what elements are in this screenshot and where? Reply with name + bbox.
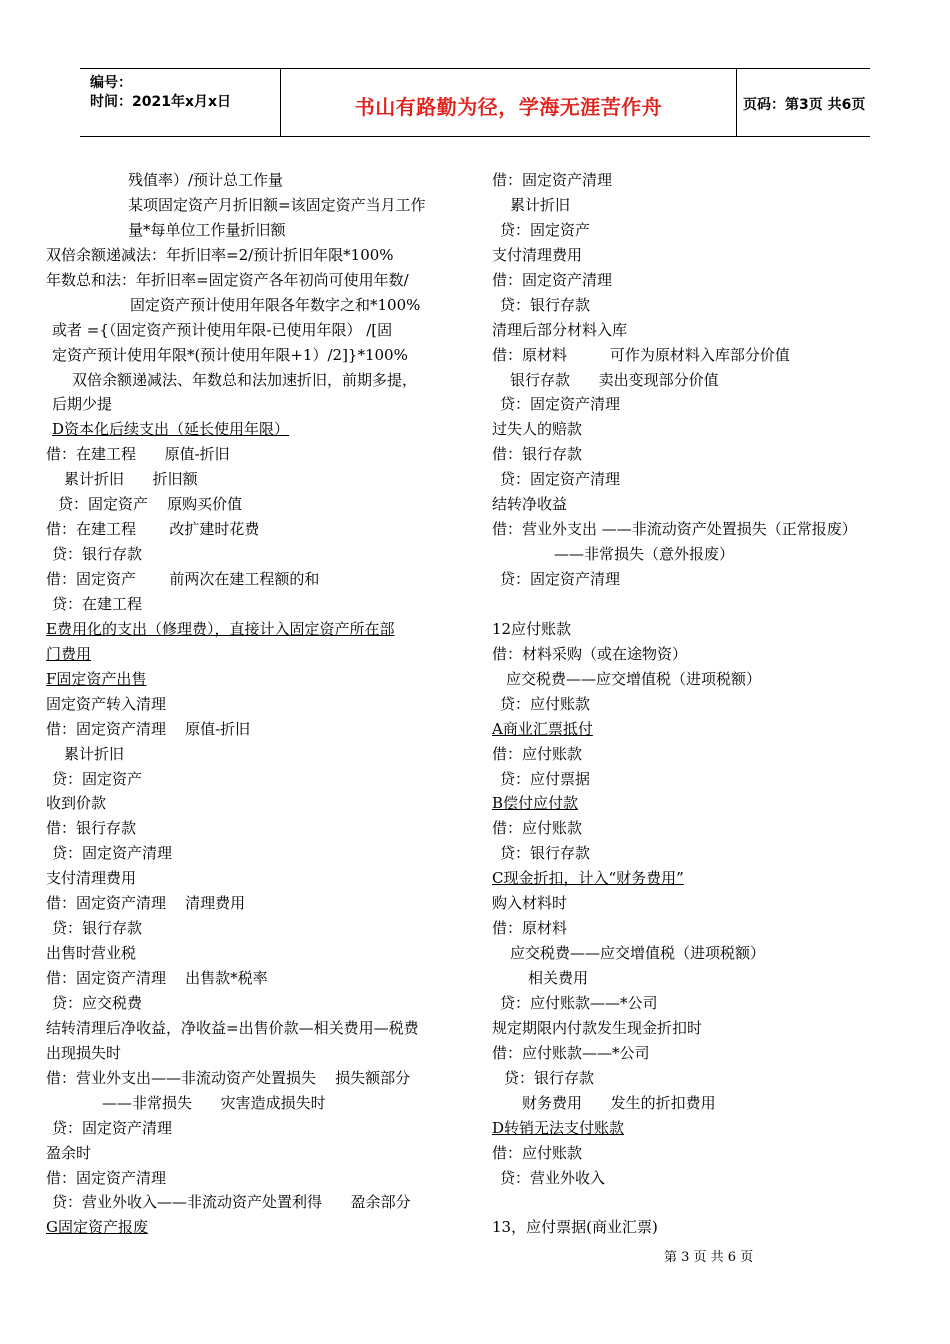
text-line: 借：原材料 [492,919,568,938]
text-line: 累计折旧 [64,744,125,763]
text-line: ——非常损失（意外报废） [554,545,735,564]
text-line: 收到价款 [46,794,107,813]
text-line: 借：固定资产清理 [492,270,613,289]
text-line: 贷：应交税费 [52,993,143,1012]
header-motto-cell [281,69,737,136]
text-line: 支付清理费用 [492,245,583,264]
text-line: 财务费用 发生的折扣费用 [522,1093,716,1112]
text-line: 贷：固定资产 原购买价值 [58,495,243,514]
text-line: 累计折旧 [510,195,571,214]
right-text-column [492,168,912,1240]
text-line: 借：应付账款 [492,744,583,763]
text-line: 12应付账款 [492,619,572,638]
text-line: 累计折旧 折旧额 [64,470,198,489]
text-line: 购入材料时 [492,894,568,913]
text-line: ——非常损失 灾害造成损失时 [102,1093,326,1112]
text-line: 贷：固定资产清理 [500,570,621,588]
header-page-cell [737,69,870,136]
section-heading: D资本化后续支出（延长使用年限） [52,420,290,439]
text-line: 盈余时 [46,1143,92,1162]
text-line: 借：在建工程 改扩建时花费 [46,520,260,539]
text-line: 贷：固定资产清理 [500,470,621,489]
page-code-label: 页码：第3页 共6页 [743,97,866,113]
text-line: 双倍余额递减法、年数总和法加速折旧，前期多提， [72,370,418,389]
text-line: 过失人的赔款 [492,420,583,439]
text-line: 贷：银行存款 [52,545,143,564]
text-line: 借：银行存款 [46,819,137,838]
text-line: 借：银行存款 [492,445,583,464]
text-line: 贷：在建工程 [52,594,143,613]
text-line: 贷：固定资产清理 [52,844,173,863]
section-heading: D转销无法支付账款 [492,1118,625,1137]
text-line: 借：在建工程 原值-折旧 [46,445,230,464]
text-line: 贷：固定资产 [52,769,143,788]
text-line: 贷：营业外收入——非流动资产处置利得 盈余部分 [52,1193,411,1212]
section-heading: F固定资产出售 [46,669,147,688]
text-line: 贷：应付票据 [500,769,591,788]
section-heading: G固定资产报废 [46,1218,148,1237]
text-line: 借：固定资产清理 原值-折旧 [46,719,251,738]
text-line: 结转净收益 [492,495,568,514]
text-line: 贷：应付账款——*公司 [500,993,658,1012]
text-line: 借：应付账款 [492,1143,583,1162]
text-line [492,592,912,617]
text-line: 应交税费——应交增值税（进项税额） [510,944,766,963]
text-line: 借：原材料 可作为原材料入库部分价值 [492,345,790,364]
text-line: 贷：银行存款 [52,919,143,938]
text-line: 支付清理费用 [46,869,137,888]
text-line: 13，应付票据(商业汇票) [492,1218,658,1237]
section-heading: B偿付应付款 [492,794,579,813]
text-line: 借：固定资产清理 [46,1168,167,1187]
text-line: 贷：银行存款 [500,295,591,314]
header-info-cell [80,69,281,136]
text-line [492,1190,912,1215]
text-line: 借：固定资产清理 出售款*税率 [46,969,268,987]
section-heading: A商业汇票抵付 [492,719,593,738]
text-line: 借：应付账款——*公司 [492,1043,650,1062]
section-heading: E费用化的支出（修理费），直接计入固定资产所在部 [46,619,395,638]
text-line: 贷：固定资产清理 [52,1118,173,1137]
text-line: 后期少提 [52,395,113,414]
text-line: 贷：固定资产 [500,220,591,239]
text-line: 借：固定资产清理 [492,171,613,189]
text-line: 残值率）/预计总工作量 [128,171,284,189]
document-number-label: 编号： [90,75,132,91]
page-header [80,68,870,137]
text-line: 结转清理后净收益，净收益=出售价款—相关费用—税费 [46,1018,419,1037]
section-heading: 门费用 [46,644,92,663]
text-line: 借：固定资产清理 清理费用 [46,894,246,913]
section-heading: C现金折扣，计入“财务费用” [492,869,684,888]
text-line: 贷：银行存款 [500,844,591,863]
text-line: 借：营业外支出——非流动资产处置损失 损失额部分 [46,1068,411,1087]
text-line: 贷：固定资产清理 [500,395,621,414]
text-line: 某项固定资产月折旧额=该固定资产当月工作 [128,195,426,214]
text-line: 清理后部分材料入库 [492,320,628,339]
text-line: 借：材料采购（或在途物资） [492,644,688,663]
text-line: 出现损失时 [46,1043,122,1062]
text-line: 贷：银行存款 [504,1068,595,1087]
text-line: 或者 ={（固定资产预计使用年限-已使用年限） /[固 [52,320,393,339]
text-line: 出售时营业税 [46,944,137,963]
text-line: 借：营业外支出 ——非流动资产处置损失（正常报废） [492,520,857,539]
text-line: 借：应付账款 [492,819,583,838]
text-line: 双倍余额递减法：年折旧率=2/预计折旧年限*100% [46,245,394,264]
text-line: 固定资产转入清理 [46,694,167,713]
document-time-label: 时间：2021年x月x日 [90,94,232,110]
motto-text: 书山有路勤为径，学海无涯苦作舟 [354,95,663,119]
text-line: 相关费用 [528,969,589,987]
text-line: 借：固定资产 前两次在建工程额的和 [46,570,320,588]
text-line: 量*每单位工作量折旧额 [128,220,286,239]
text-line: 银行存款 卖出变现部分价值 [510,370,719,389]
text-line: 定资产预计使用年限*(预计使用年限+1）/2]}*100% [52,345,408,364]
text-line: 贷：应付账款 [500,694,591,713]
left-text-column [46,168,466,1240]
page-footer: 第 3 页 共 6 页 [664,1250,754,1265]
text-line: 应交税费——应交增值税（进项税额） [506,669,762,688]
text-line: 贷：营业外收入 [500,1168,606,1187]
text-line: 年数总和法：年折旧率=固定资产各年初尚可使用年数/ [46,270,409,289]
text-line: 规定期限内付款发生现金折扣时 [492,1018,703,1037]
text-line: 固定资产预计使用年限各年数字之和*100% [130,295,421,314]
